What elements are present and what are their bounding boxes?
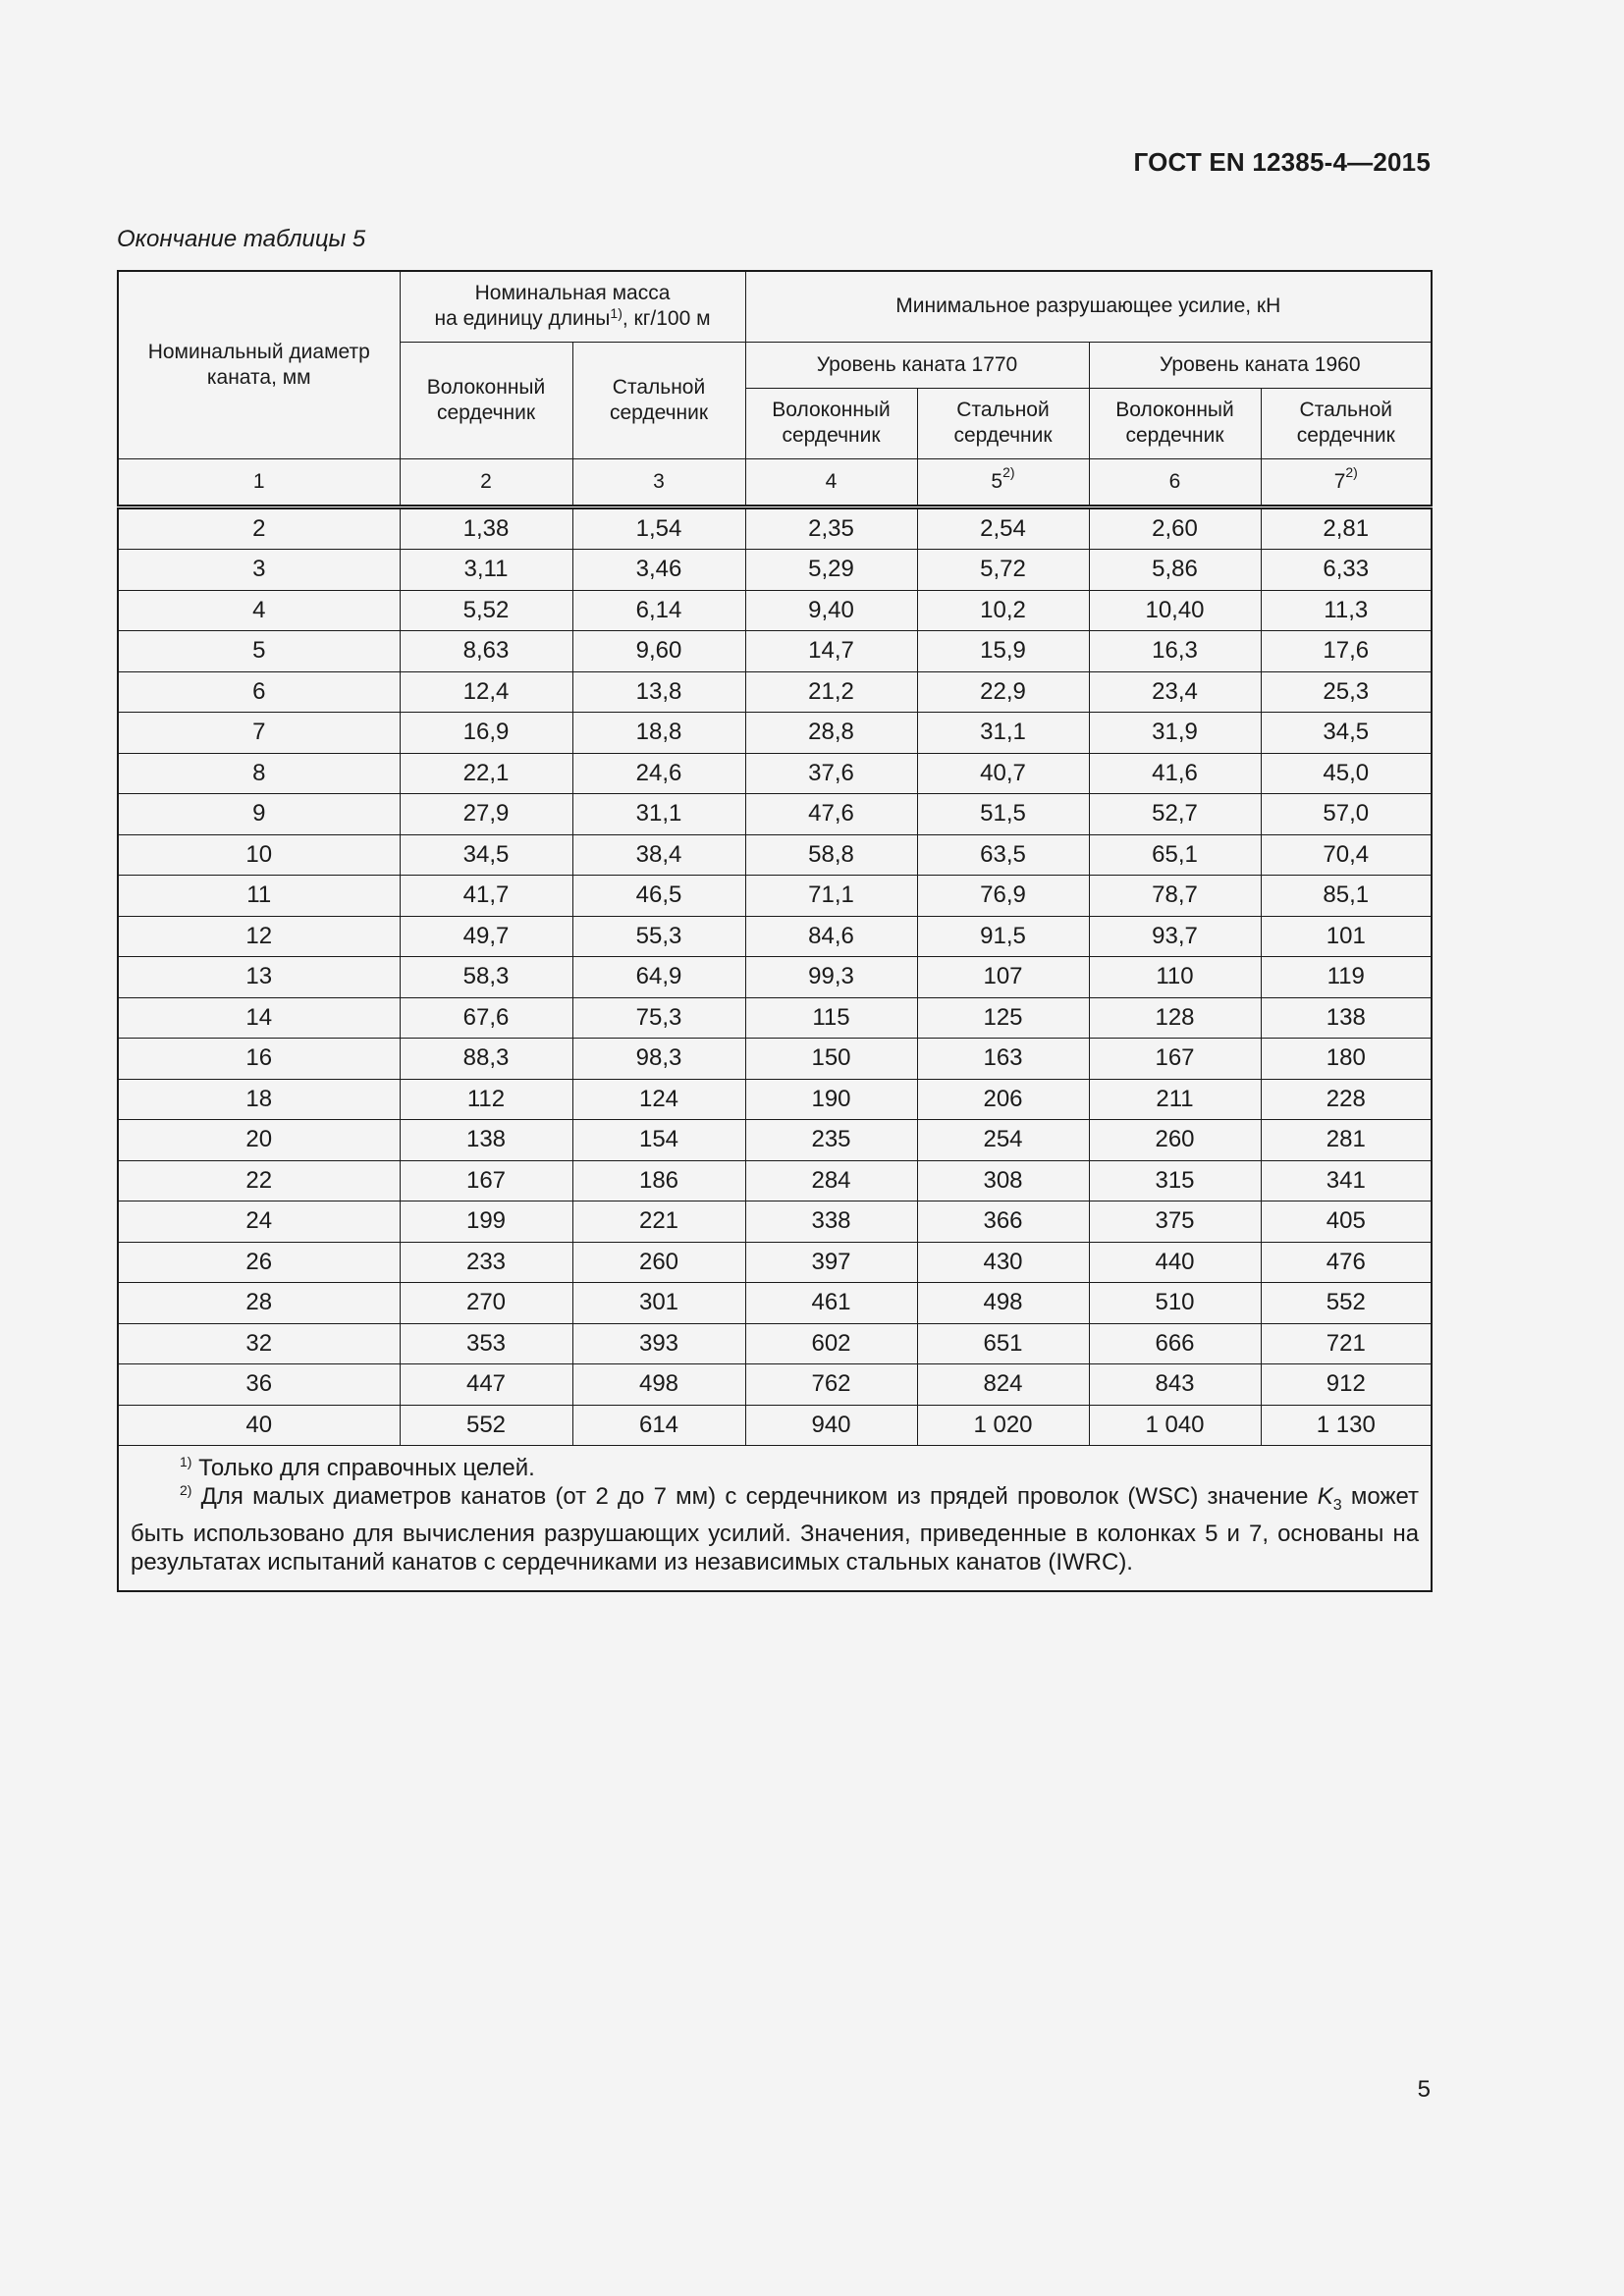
table-cell: 393 (572, 1323, 745, 1364)
table-cell: 1,54 (572, 507, 745, 550)
table-cell: 16 (118, 1039, 400, 1080)
table-cell: 41,7 (400, 876, 572, 917)
table-cell: 221 (572, 1201, 745, 1243)
col-number: 2 (400, 458, 572, 507)
table-row (118, 876, 1432, 917)
table-cell: 150 (745, 1039, 917, 1080)
table-cell: 40 (118, 1405, 400, 1446)
table-cell: 2,54 (917, 507, 1089, 550)
table-cell: 18 (118, 1079, 400, 1120)
table-cell: 3,11 (400, 550, 572, 591)
table-cell: 2 (118, 507, 400, 550)
table-cell: 49,7 (400, 916, 572, 957)
table-cell: 476 (1261, 1242, 1432, 1283)
table-cell: 34,5 (400, 834, 572, 876)
table-cell: 34,5 (1261, 713, 1432, 754)
table-row (118, 1039, 1432, 1080)
table-cell: 110 (1089, 957, 1261, 998)
table-cell: 10,2 (917, 590, 1089, 631)
table-cell: 138 (1261, 997, 1432, 1039)
table-cell: 3 (118, 550, 400, 591)
column-number-row (118, 458, 1432, 507)
header-force: Минимальное разрушающее усилие, кН (745, 271, 1432, 342)
header-mass-line2: на единицу длины (434, 307, 611, 331)
table-cell: 70,4 (1261, 834, 1432, 876)
table-cell: 8,63 (400, 631, 572, 672)
table-cell: 301 (572, 1283, 745, 1324)
table-cell: 228 (1261, 1079, 1432, 1120)
header-1770-fiber: Волоконный сердечник (745, 388, 917, 458)
table-cell: 21,2 (745, 671, 917, 713)
col-number-5: 5$^{2)}$ (917, 458, 1089, 507)
table-cell: 51,5 (917, 794, 1089, 835)
table-cell: 76,9 (917, 876, 1089, 917)
table-cell: 154 (572, 1120, 745, 1161)
header-mass-unit: , кг/100 м (622, 307, 711, 331)
header-level-1960: Уровень каната 1960 (1089, 342, 1432, 388)
table-cell: 9 (118, 794, 400, 835)
table-row (118, 1405, 1432, 1446)
table-cell: 260 (572, 1242, 745, 1283)
table-cell: 5,86 (1089, 550, 1261, 591)
table-cell: 510 (1089, 1283, 1261, 1324)
table-cell: 28 (118, 1283, 400, 1324)
table-row (118, 794, 1432, 835)
table-cell: 31,1 (917, 713, 1089, 754)
table-cell: 91,5 (917, 916, 1089, 957)
table-cell: 281 (1261, 1120, 1432, 1161)
table-row (118, 1201, 1432, 1243)
table-cell: 5 (118, 631, 400, 672)
table-caption: Окончание таблицы 5 (117, 226, 366, 252)
table-cell: 651 (917, 1323, 1089, 1364)
table-cell: 47,6 (745, 794, 917, 835)
table-cell: 119 (1261, 957, 1432, 998)
note-2: $^{2)}$ Для малых диаметров канатов (от 2 до 7 мм) с сердечником из прядей проволок (WSC) значение $K_3$ может быть использовано для вычисления разрушающих усилий. Значения, приведенные в колонках 5 и 7, основаны на результатах испытаний канатов с сердечниками из независимых стальных канатов (IWRC). (131, 1482, 1420, 1575)
table-cell: 1 040 (1089, 1405, 1261, 1446)
table-cell: 37,6 (745, 753, 917, 794)
header-mass (400, 271, 745, 342)
table-cell: 63,5 (917, 834, 1089, 876)
table-cell: 58,3 (400, 957, 572, 998)
table-cell: 22,1 (400, 753, 572, 794)
table-cell: 10,40 (1089, 590, 1261, 631)
table-cell: 353 (400, 1323, 572, 1364)
header-level-1770: Уровень каната 1770 (745, 342, 1089, 388)
table-cell: 138 (400, 1120, 572, 1161)
table-cell: 12 (118, 916, 400, 957)
table-cell: 11,3 (1261, 590, 1432, 631)
table-cell: 190 (745, 1079, 917, 1120)
table-cell: 14 (118, 997, 400, 1039)
table-cell: 64,9 (572, 957, 745, 998)
table-cell: 912 (1261, 1364, 1432, 1406)
table-cell: 78,7 (1089, 876, 1261, 917)
table-cell: 28,8 (745, 713, 917, 754)
table-cell: 15,9 (917, 631, 1089, 672)
table-body (118, 507, 1432, 1446)
table-cell: 10 (118, 834, 400, 876)
table-cell: 375 (1089, 1201, 1261, 1243)
table-cell: 41,6 (1089, 753, 1261, 794)
table-cell: 13,8 (572, 671, 745, 713)
table-cell: 2,60 (1089, 507, 1261, 550)
table-row (118, 1283, 1432, 1324)
table-cell: 128 (1089, 997, 1261, 1039)
table-cell: 12,4 (400, 671, 572, 713)
table-cell: 762 (745, 1364, 917, 1406)
table-cell: 31,1 (572, 794, 745, 835)
table-row (118, 1364, 1432, 1406)
table-cell: 552 (1261, 1283, 1432, 1324)
table-cell: 11 (118, 876, 400, 917)
table-cell: 186 (572, 1160, 745, 1201)
table-cell: 206 (917, 1079, 1089, 1120)
header-mass-fiber: Волоконный сердечник (400, 342, 572, 458)
table-cell: 38,4 (572, 834, 745, 876)
table-cell: 112 (400, 1079, 572, 1120)
table-cell: 1 020 (917, 1405, 1089, 1446)
table-cell: 32 (118, 1323, 400, 1364)
table-cell: 98,3 (572, 1039, 745, 1080)
table-cell: 75,3 (572, 997, 745, 1039)
table-cell: 167 (400, 1160, 572, 1201)
table-cell: 16,9 (400, 713, 572, 754)
table-cell: 260 (1089, 1120, 1261, 1161)
table-cell: 9,40 (745, 590, 917, 631)
table-cell: 67,6 (400, 997, 572, 1039)
table-cell: 167 (1089, 1039, 1261, 1080)
table-row (118, 753, 1432, 794)
table-cell: 602 (745, 1323, 917, 1364)
table-cell: 25,3 (1261, 671, 1432, 713)
table-cell: 40,7 (917, 753, 1089, 794)
table-cell: 125 (917, 997, 1089, 1039)
table-cell: 65,1 (1089, 834, 1261, 876)
rope-table (117, 270, 1433, 1592)
col-number: 3 (572, 458, 745, 507)
table-cell: 31,9 (1089, 713, 1261, 754)
table-cell: 45,0 (1261, 753, 1432, 794)
table-row (118, 713, 1432, 754)
table-cell: 27,9 (400, 794, 572, 835)
table-cell: 23,4 (1089, 671, 1261, 713)
table-cell: 666 (1089, 1323, 1261, 1364)
table-cell: 341 (1261, 1160, 1432, 1201)
document-code: ГОСТ EN 12385-4—2015 (1133, 147, 1431, 177)
table-cell: 397 (745, 1242, 917, 1283)
table-cell: 26 (118, 1242, 400, 1283)
table-cell: 5,29 (745, 550, 917, 591)
table-row (118, 1160, 1432, 1201)
table-row (118, 997, 1432, 1039)
table-cell: 36 (118, 1364, 400, 1406)
table-row (118, 1242, 1432, 1283)
table-cell: 22 (118, 1160, 400, 1201)
table-cell: 1 130 (1261, 1405, 1432, 1446)
header-mass-line1: Номинальная масса (474, 282, 671, 305)
table-cell: 58,8 (745, 834, 917, 876)
table-cell: 308 (917, 1160, 1089, 1201)
table-cell: 2,35 (745, 507, 917, 550)
table-cell: 270 (400, 1283, 572, 1324)
header-mass-steel: Стальной сердечник (572, 342, 745, 458)
header-1960-fiber: Волоконный сердечник (1089, 388, 1261, 458)
table-cell: 17,6 (1261, 631, 1432, 672)
table-cell: 8 (118, 753, 400, 794)
col-number-7: 7$^{2)}$ (1261, 458, 1432, 507)
table-cell: 233 (400, 1242, 572, 1283)
table-cell: 7 (118, 713, 400, 754)
table-cell: 552 (400, 1405, 572, 1446)
table-cell: 235 (745, 1120, 917, 1161)
table-cell: 461 (745, 1283, 917, 1324)
table-cell: 440 (1089, 1242, 1261, 1283)
header-diameter: Номинальный диаметр каната, мм (118, 271, 400, 458)
table-cell: 405 (1261, 1201, 1432, 1243)
table-cell: 85,1 (1261, 876, 1432, 917)
table-row (118, 1079, 1432, 1120)
table-cell: 84,6 (745, 916, 917, 957)
table-cell: 18,8 (572, 713, 745, 754)
table-cell: 71,1 (745, 876, 917, 917)
col-number: 6 (1089, 458, 1261, 507)
table-cell: 211 (1089, 1079, 1261, 1120)
table-cell: 5,72 (917, 550, 1089, 591)
table-cell: 52,7 (1089, 794, 1261, 835)
table-cell: 115 (745, 997, 917, 1039)
table-cell: 101 (1261, 916, 1432, 957)
table-cell: 180 (1261, 1039, 1432, 1080)
table-cell: 284 (745, 1160, 917, 1201)
table-cell: 2,81 (1261, 507, 1432, 550)
table-cell: 721 (1261, 1323, 1432, 1364)
footnote-ref-1: 1) (610, 305, 623, 322)
table-cell: 843 (1089, 1364, 1261, 1406)
table-cell: 9,60 (572, 631, 745, 672)
table-row (118, 507, 1432, 550)
header-1770-steel: Стальной сердечник (917, 388, 1089, 458)
table-notes (118, 1446, 1432, 1592)
footnote-ref-2: 2) (1002, 463, 1015, 480)
table-cell: 199 (400, 1201, 572, 1243)
k3-symbol: $K_3$ (1317, 1483, 1342, 1514)
table-cell: 88,3 (400, 1039, 572, 1080)
table-cell: 447 (400, 1364, 572, 1406)
note-1: $^{1)}$ Только для справочных целей. (180, 1454, 535, 1481)
table-cell: 46,5 (572, 876, 745, 917)
table-cell: 824 (917, 1364, 1089, 1406)
table-cell: 498 (572, 1364, 745, 1406)
table-cell: 14,7 (745, 631, 917, 672)
table-cell: 124 (572, 1079, 745, 1120)
table-cell: 3,46 (572, 550, 745, 591)
table-row (118, 1323, 1432, 1364)
table-cell: 99,3 (745, 957, 917, 998)
table-cell: 254 (917, 1120, 1089, 1161)
table-row (118, 916, 1432, 957)
table-cell: 163 (917, 1039, 1089, 1080)
table-cell: 22,9 (917, 671, 1089, 713)
table-row (118, 957, 1432, 998)
table-row (118, 550, 1432, 591)
col-number: 1 (118, 458, 400, 507)
table-cell: 16,3 (1089, 631, 1261, 672)
table-cell: 55,3 (572, 916, 745, 957)
table-cell: 24,6 (572, 753, 745, 794)
table-row (118, 590, 1432, 631)
table-cell: 366 (917, 1201, 1089, 1243)
table-cell: 107 (917, 957, 1089, 998)
footnote-ref-2: 2) (1345, 463, 1358, 480)
col-number: 4 (745, 458, 917, 507)
table-cell: 5,52 (400, 590, 572, 631)
table-row (118, 631, 1432, 672)
table-cell: 498 (917, 1283, 1089, 1324)
header-1960-steel: Стальной сердечник (1261, 388, 1432, 458)
table-cell: 4 (118, 590, 400, 631)
table-row (118, 671, 1432, 713)
table-cell: 24 (118, 1201, 400, 1243)
table-cell: 20 (118, 1120, 400, 1161)
table-cell: 430 (917, 1242, 1089, 1283)
table-cell: 614 (572, 1405, 745, 1446)
table-cell: 6 (118, 671, 400, 713)
table-cell: 13 (118, 957, 400, 998)
table-cell: 940 (745, 1405, 917, 1446)
table-row (118, 1120, 1432, 1161)
table-cell: 1,38 (400, 507, 572, 550)
table-cell: 93,7 (1089, 916, 1261, 957)
page-number: 5 (1417, 2076, 1431, 2103)
table-cell: 6,14 (572, 590, 745, 631)
table-cell: 6,33 (1261, 550, 1432, 591)
table-cell: 338 (745, 1201, 917, 1243)
table-cell: 315 (1089, 1160, 1261, 1201)
table-cell: 57,0 (1261, 794, 1432, 835)
table-row (118, 834, 1432, 876)
